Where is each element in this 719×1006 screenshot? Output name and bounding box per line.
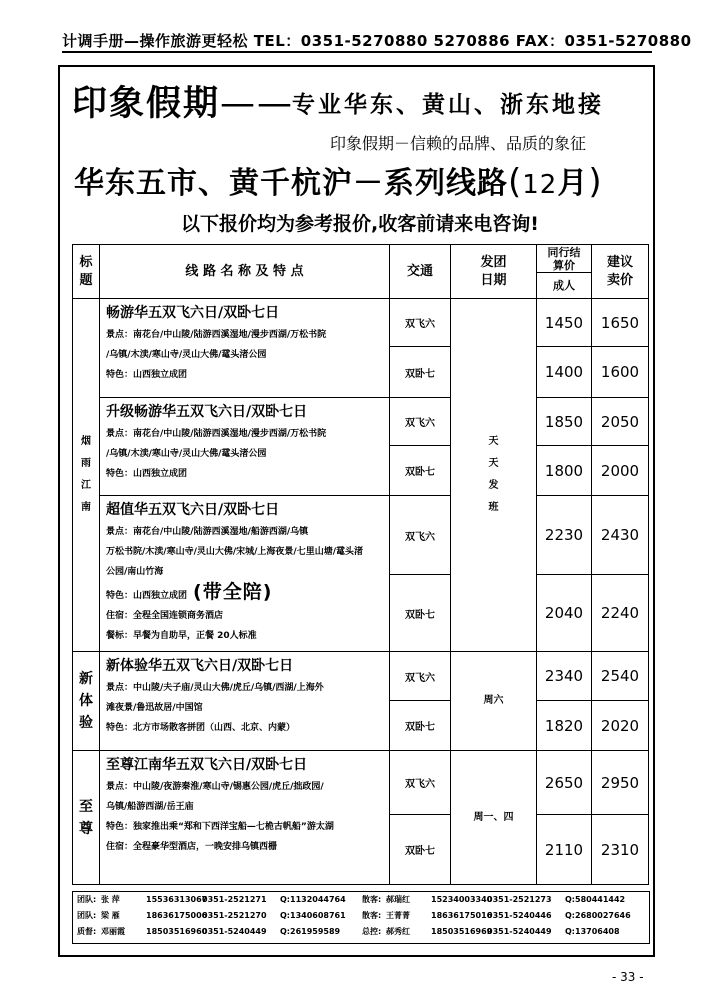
transport-cell: 双飞六 xyxy=(390,398,451,446)
route-line: 乌镇/船游西湖/岳王庙 xyxy=(106,802,194,812)
peer-price: 2040 xyxy=(537,575,592,652)
series-month: 12 xyxy=(522,170,558,200)
peer-price: 2230 xyxy=(537,496,592,575)
suggest-price: 2310 xyxy=(592,815,649,885)
departure-cell: 天天发班 xyxy=(451,299,537,652)
peer-price: 1850 xyxy=(537,398,592,446)
transport-cell: 双卧七 xyxy=(390,815,451,885)
table-header-row xyxy=(73,245,649,273)
route-line: 特色：山西独立成团 xyxy=(106,370,188,380)
route-cell xyxy=(100,652,390,751)
route-line: 特色：山西独立成团 (带全陪) xyxy=(106,581,273,603)
header-peer-price: 同行结算价 xyxy=(537,245,592,273)
route-line: 万松书院/木渎/寒山寺/灵山大佛/宋城/上海夜景/七里山塘/鼋头渚 xyxy=(106,547,364,557)
series-month-open: ( xyxy=(508,162,523,202)
header-departure: 发团日期 xyxy=(451,245,537,299)
table-row xyxy=(73,496,649,575)
route-line: 景点：南花台/中山陵/陆游西溪湿地/漫步西湖/万松书院 xyxy=(106,330,327,340)
route-line: 景点：南花台/中山陵/陆游西溪湿地/船游西湖/乌镇 xyxy=(106,527,309,537)
peer-price: 1400 xyxy=(537,347,592,398)
route-line: 餐标：早餐为自助早，正餐 20人标准 xyxy=(106,631,257,641)
transport-cell: 双卧七 xyxy=(390,446,451,496)
title-dash: —— xyxy=(220,84,295,124)
series-month-unit: 月 xyxy=(557,166,589,201)
route-line: /乌镇/木渎/寒山寺/灵山大佛/鼋头渚公园 xyxy=(106,449,267,459)
route-price-table xyxy=(72,244,649,885)
route-line: 景点：中山陵/夫子庙/灵山大佛/虎丘/乌镇/西湖/上海外 xyxy=(106,683,324,693)
header-route: 线 路 名 称 及 特 点 xyxy=(100,245,390,299)
contact-row: 团队: 梁 雁 18636175006 0351-2521270 Q:1340608761 散客: 王菁菁 18636175016 0351-5240446 Q:2680027646 xyxy=(77,911,631,920)
table-row xyxy=(73,398,649,446)
peer-price: 2110 xyxy=(537,815,592,885)
transport-cell: 双飞六 xyxy=(390,652,451,701)
contact-box xyxy=(72,891,650,944)
route-line: 公园/南山竹海 xyxy=(106,567,164,577)
peer-price: 2340 xyxy=(537,652,592,701)
route-name: 新体验华五双飞六日/双卧七日 xyxy=(106,658,294,674)
page-title xyxy=(72,76,294,126)
header-transport: 交通 xyxy=(390,245,451,299)
table-row xyxy=(73,652,649,701)
slogan: 印象假期－信赖的品牌、品质的象征 xyxy=(330,134,587,153)
route-line: 景点：中山陵/夜游秦淮/寒山寺/锡惠公园/虎丘/拙政园/ xyxy=(106,782,324,792)
category-cell: 烟雨江南 xyxy=(73,299,100,652)
suggest-price: 1650 xyxy=(592,299,649,347)
table-row xyxy=(73,299,649,347)
peer-price: 1450 xyxy=(537,299,592,347)
route-name: 畅游华五双飞六日/双卧七日 xyxy=(106,305,280,321)
route-name: 至尊江南华五双飞六日/双卧七日 xyxy=(106,757,308,773)
suggest-price: 2540 xyxy=(592,652,649,701)
category-cell: 至尊 xyxy=(73,751,100,885)
series-text: 华东五市、黄千杭沪－系列线路 xyxy=(74,166,508,201)
suggest-price: 2020 xyxy=(592,701,649,751)
transport-cell: 双卧七 xyxy=(390,701,451,751)
suggest-price: 1600 xyxy=(592,347,649,398)
route-line: 特色：独家推出乘“郑和下西洋宝船—七桅古帆船”游太湖 xyxy=(106,822,334,832)
departure-cell: 周一、四 xyxy=(451,751,537,885)
transport-cell: 双飞六 xyxy=(390,751,451,815)
route-name: 升级畅游华五双飞六日/双卧七日 xyxy=(106,404,308,420)
header-divider xyxy=(62,51,652,53)
transport-cell: 双飞六 xyxy=(390,299,451,347)
brand-name: 印象假期 xyxy=(72,84,221,124)
peer-price: 1800 xyxy=(537,446,592,496)
series-title xyxy=(74,158,603,202)
route-cell xyxy=(100,299,390,398)
series-month-close: ) xyxy=(588,162,603,202)
contact-row: 质督: 邓丽霞 18503516960 0351-5240449 Q:261959589 总控: 郝秀红 18503516969 0351-5240449 Q:13706408 xyxy=(77,927,620,936)
route-cell xyxy=(100,496,390,652)
suggest-price: 2430 xyxy=(592,496,649,575)
page-number: - 33 - xyxy=(612,970,644,984)
table-row xyxy=(73,751,649,815)
suggest-price: 2000 xyxy=(592,446,649,496)
contact-row: 团队: 张 萍 15536313067 0351-2521271 Q:1132044764 散客: 郝瑞红 15234003340 0351-2521273 Q:580441442 xyxy=(77,895,626,904)
route-line: 景点：南花台/中山陵/陆游西溪湿地/漫步西湖/万松书院 xyxy=(106,429,327,439)
suggest-price: 2240 xyxy=(592,575,649,652)
price-notice: 以下报价均为参考报价,收客前请来电咨询! xyxy=(181,213,539,235)
route-line: 住宿：全程全国连锁商务酒店 xyxy=(106,611,224,621)
route-name: 超值华五双飞六日/双卧七日 xyxy=(106,502,280,518)
route-line: /乌镇/木渎/寒山寺/灵山大佛/鼋头渚公园 xyxy=(106,350,267,360)
route-cell xyxy=(100,398,390,496)
suggest-price: 2950 xyxy=(592,751,649,815)
route-line: 特色：山西独立成团 xyxy=(106,469,188,479)
header-suggest-price: 建议卖价 xyxy=(592,245,649,299)
transport-cell: 双卧七 xyxy=(390,347,451,398)
route-line: 住宿：全程豪华型酒店，一晚安排乌镇西栅 xyxy=(106,842,278,852)
departure-cell: 周六 xyxy=(451,652,537,751)
peer-price: 2650 xyxy=(537,751,592,815)
suggest-price: 2050 xyxy=(592,398,649,446)
route-cell xyxy=(100,751,390,885)
header-contact-line: 计调手册—操作旅游更轻松 TEL：0351-5270880 5270886 FAX：0351-5270880 xyxy=(62,32,692,50)
category-cell: 新体验 xyxy=(73,652,100,751)
peer-price: 1820 xyxy=(537,701,592,751)
transport-cell: 双卧七 xyxy=(390,575,451,652)
transport-cell: 双飞六 xyxy=(390,496,451,575)
route-line: 特色：北方市场散客拼团（山西、北京、内蒙） xyxy=(106,723,296,733)
header-category: 标题 xyxy=(73,245,100,299)
route-line: 滩夜景/鲁迅故居/中国馆 xyxy=(106,703,203,713)
header-adult: 成人 xyxy=(537,273,592,299)
guide-badge: (带全陪) xyxy=(193,581,273,603)
title-subtitle: 专业华东、黄山、浙东地接 xyxy=(292,92,604,118)
